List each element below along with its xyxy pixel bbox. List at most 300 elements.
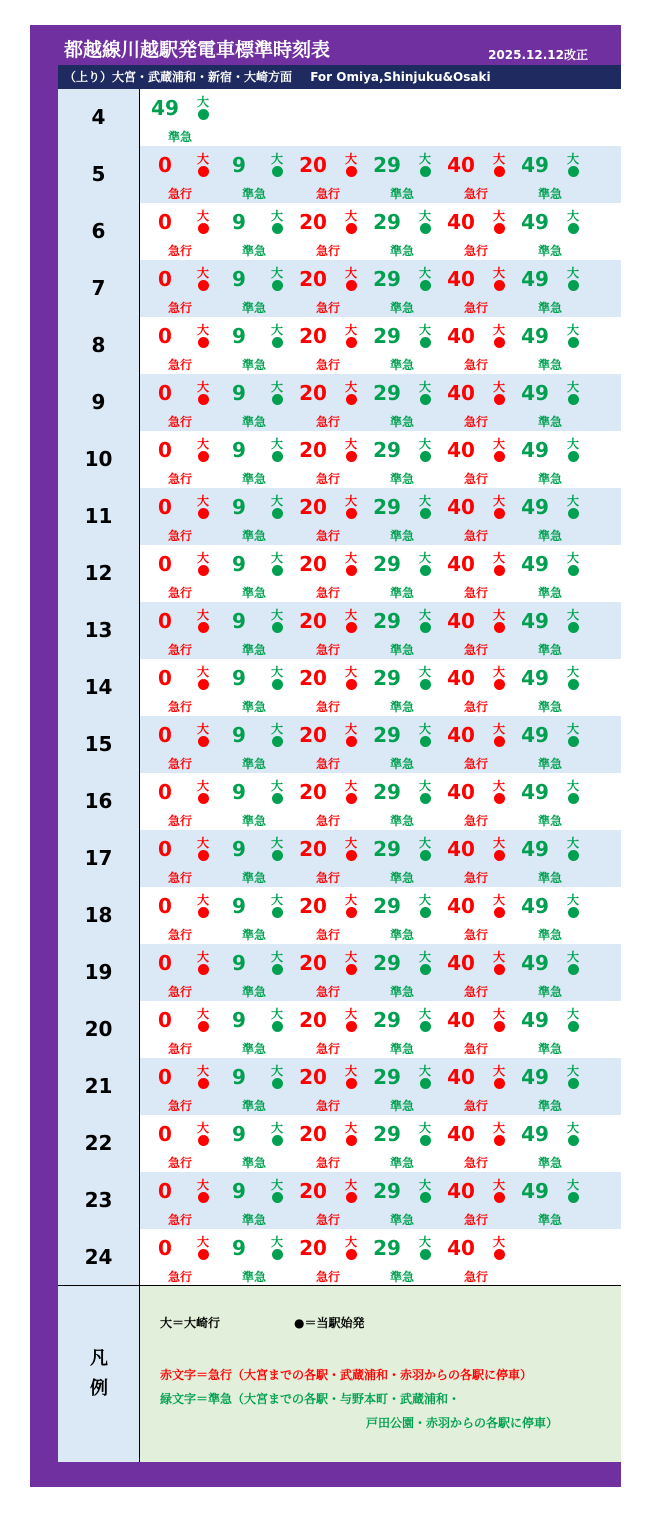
departure-minute: 40 — [447, 495, 475, 519]
train-entry — [224, 1115, 298, 1172]
origin-dot-icon — [420, 1192, 431, 1203]
train-type: 準急 — [538, 415, 563, 429]
destination-mark: 大 — [345, 494, 358, 508]
departure-minute: 29 — [373, 1236, 401, 1260]
train-type: 急行 — [316, 1156, 341, 1170]
train-entry — [150, 431, 224, 488]
destination-mark: 大 — [345, 551, 358, 565]
train-entry — [224, 659, 298, 716]
train-type: 準急 — [538, 1099, 563, 1113]
departure-minute: 20 — [299, 1122, 327, 1146]
train-type: 準急 — [242, 415, 267, 429]
origin-dot-icon — [568, 394, 579, 405]
train-entry — [372, 1172, 446, 1229]
departure-minute: 9 — [232, 381, 246, 405]
timetable-row — [58, 1058, 621, 1115]
train-type: 急行 — [168, 757, 193, 771]
train-entry — [150, 260, 224, 317]
legend-label — [58, 1286, 140, 1462]
origin-dot-icon — [494, 907, 505, 918]
departure-minute: 20 — [299, 552, 327, 576]
origin-dot-icon — [494, 1021, 505, 1032]
origin-dot-icon — [568, 964, 579, 975]
departure-minute: 9 — [232, 1179, 246, 1203]
departure-minute: 49 — [151, 96, 179, 120]
origin-dot-icon — [272, 394, 283, 405]
train-entry — [372, 1058, 446, 1115]
train-entry — [446, 1229, 520, 1286]
departure-minute: 40 — [447, 1008, 475, 1032]
origin-dot-icon — [420, 166, 431, 177]
train-entry — [224, 431, 298, 488]
departure-minute: 0 — [158, 210, 172, 234]
train-entry — [224, 545, 298, 602]
train-type: 準急 — [390, 1270, 415, 1284]
origin-dot-icon — [272, 1249, 283, 1260]
departure-minute: 40 — [447, 381, 475, 405]
departure-minute: 9 — [232, 951, 246, 975]
destination-mark: 大 — [197, 779, 210, 793]
origin-dot-icon — [420, 394, 431, 405]
train-entry — [446, 602, 520, 659]
train-type: 急行 — [464, 1213, 489, 1227]
origin-dot-icon — [272, 337, 283, 348]
departure-minute: 20 — [299, 723, 327, 747]
departure-minute: 0 — [158, 552, 172, 576]
train-type: 準急 — [538, 814, 563, 828]
departure-minute: 49 — [521, 153, 549, 177]
train-type: 急行 — [464, 1156, 489, 1170]
departure-minute: 0 — [158, 1065, 172, 1089]
origin-dot-icon — [420, 1135, 431, 1146]
hour-cell: 12 — [58, 545, 140, 602]
destination-mark: 大 — [197, 380, 210, 394]
hour-cell: 11 — [58, 488, 140, 545]
timetable-row — [58, 203, 621, 260]
destination-mark: 大 — [419, 665, 432, 679]
train-entry — [520, 944, 594, 1001]
train-type: 急行 — [168, 301, 193, 315]
origin-dot-icon — [272, 166, 283, 177]
train-type: 急行 — [316, 1099, 341, 1113]
origin-dot-icon — [272, 1078, 283, 1089]
departure-minute: 40 — [447, 210, 475, 234]
origin-dot-icon — [346, 793, 357, 804]
train-entry — [298, 374, 372, 431]
train-entry — [446, 431, 520, 488]
departure-minute: 49 — [521, 1065, 549, 1089]
origin-dot-icon — [346, 508, 357, 519]
train-entry — [446, 146, 520, 203]
destination-mark: 大 — [493, 494, 506, 508]
page-title: 都越線川越駅発電車標準時刻表 — [64, 39, 331, 61]
hour-cell: 15 — [58, 716, 140, 773]
train-type: 準急 — [242, 700, 267, 714]
departure-minute: 40 — [447, 1065, 475, 1089]
departure-minute: 9 — [232, 609, 246, 633]
train-type: 準急 — [538, 1042, 563, 1056]
destination-mark: 大 — [271, 437, 284, 451]
destination-mark: 大 — [567, 1064, 580, 1078]
destination-mark: 大 — [271, 836, 284, 850]
train-entry — [520, 374, 594, 431]
timetable-row — [58, 1115, 621, 1172]
train-entry — [150, 830, 224, 887]
departure-minute: 40 — [447, 153, 475, 177]
train-entry — [372, 830, 446, 887]
timetable-row — [58, 887, 621, 944]
origin-dot-icon — [272, 907, 283, 918]
train-type: 準急 — [242, 244, 267, 258]
train-entry — [520, 602, 594, 659]
origin-dot-icon — [568, 508, 579, 519]
train-entry — [372, 545, 446, 602]
origin-dot-icon — [420, 679, 431, 690]
departure-minute: 20 — [299, 1236, 327, 1260]
train-entry — [372, 659, 446, 716]
departure-minute: 0 — [158, 267, 172, 291]
destination-mark: 大 — [345, 665, 358, 679]
origin-dot-icon — [568, 337, 579, 348]
destination-mark: 大 — [271, 152, 284, 166]
origin-dot-icon — [272, 1192, 283, 1203]
departure-minute: 20 — [299, 609, 327, 633]
destination-mark: 大 — [345, 1007, 358, 1021]
departure-minute: 49 — [521, 267, 549, 291]
train-type: 準急 — [538, 871, 563, 885]
departure-minute: 29 — [373, 609, 401, 633]
destination-mark: 大 — [419, 779, 432, 793]
train-type: 準急 — [242, 1270, 267, 1284]
origin-dot-icon — [494, 1249, 505, 1260]
legend-label-bottom: 例 — [90, 1378, 108, 1399]
train-type: 準急 — [390, 1213, 415, 1227]
departure-minute: 49 — [521, 1179, 549, 1203]
destination-mark: 大 — [345, 1064, 358, 1078]
train-type: 準急 — [242, 1099, 267, 1113]
hour-cell: 19 — [58, 944, 140, 1001]
train-entry — [150, 545, 224, 602]
train-type: 準急 — [538, 985, 563, 999]
train-entry — [446, 659, 520, 716]
departure-minute: 40 — [447, 267, 475, 291]
departure-minute: 49 — [521, 666, 549, 690]
destination-mark: 大 — [493, 323, 506, 337]
origin-dot-icon — [198, 223, 209, 234]
destination-mark: 大 — [419, 1121, 432, 1135]
train-entry — [446, 887, 520, 944]
origin-dot-icon — [198, 679, 209, 690]
train-entry — [224, 1229, 298, 1286]
destination-mark: 大 — [419, 1007, 432, 1021]
destination-mark: 大 — [197, 209, 210, 223]
destination-mark: 大 — [197, 950, 210, 964]
train-type: 急行 — [316, 700, 341, 714]
departure-minute: 40 — [447, 837, 475, 861]
train-entry — [150, 602, 224, 659]
train-entry — [224, 716, 298, 773]
departure-minute: 20 — [299, 267, 327, 291]
destination-mark: 大 — [345, 1178, 358, 1192]
destination-mark: 大 — [419, 551, 432, 565]
departure-minute: 40 — [447, 552, 475, 576]
train-type: 準急 — [538, 358, 563, 372]
destination-mark: 大 — [271, 779, 284, 793]
hour-cell: 5 — [58, 146, 140, 203]
departure-minute: 9 — [232, 1008, 246, 1032]
origin-dot-icon — [198, 280, 209, 291]
destination-mark: 大 — [345, 323, 358, 337]
train-type: 急行 — [168, 415, 193, 429]
train-type: 準急 — [242, 1042, 267, 1056]
destination-mark: 大 — [493, 551, 506, 565]
train-type: 準急 — [242, 814, 267, 828]
departure-minute: 29 — [373, 1122, 401, 1146]
origin-dot-icon — [272, 451, 283, 462]
origin-dot-icon — [420, 565, 431, 576]
origin-dot-icon — [494, 166, 505, 177]
origin-dot-icon — [346, 964, 357, 975]
train-type: 準急 — [390, 643, 415, 657]
departure-minute: 20 — [299, 495, 327, 519]
train-type: 準急 — [538, 586, 563, 600]
train-entry — [224, 830, 298, 887]
train-type: 急行 — [316, 1213, 341, 1227]
train-entry — [298, 431, 372, 488]
train-entry — [446, 260, 520, 317]
train-entry — [150, 773, 224, 830]
train-type: 急行 — [168, 1270, 193, 1284]
train-type: 急行 — [168, 586, 193, 600]
direction-label: （上り）大宮・武蔵浦和・新宿・大崎方面 — [64, 70, 293, 84]
train-entry — [372, 773, 446, 830]
timetable-frame — [30, 25, 621, 1487]
train-type: 準急 — [242, 301, 267, 315]
destination-mark: 大 — [197, 437, 210, 451]
train-type: 急行 — [464, 757, 489, 771]
destination-mark: 大 — [345, 779, 358, 793]
train-entry — [446, 716, 520, 773]
origin-dot-icon — [346, 394, 357, 405]
train-type: 急行 — [316, 643, 341, 657]
destination-mark: 大 — [271, 1178, 284, 1192]
departure-minute: 0 — [158, 723, 172, 747]
origin-dot-icon — [198, 850, 209, 861]
origin-dot-icon — [272, 1135, 283, 1146]
hour-cell: 20 — [58, 1001, 140, 1058]
origin-dot-icon — [494, 1078, 505, 1089]
origin-dot-icon — [198, 109, 209, 120]
destination-mark: 大 — [345, 437, 358, 451]
departure-minute: 20 — [299, 894, 327, 918]
train-type: 急行 — [316, 814, 341, 828]
train-entry — [372, 716, 446, 773]
origin-dot-icon — [420, 793, 431, 804]
destination-mark: 大 — [197, 722, 210, 736]
origin-dot-icon — [420, 451, 431, 462]
train-type: 準急 — [390, 187, 415, 201]
train-entry — [150, 1229, 224, 1286]
train-type: 急行 — [316, 472, 341, 486]
origin-dot-icon — [568, 280, 579, 291]
origin-dot-icon — [568, 565, 579, 576]
hour-cell: 6 — [58, 203, 140, 260]
departure-minute: 49 — [521, 324, 549, 348]
train-entry — [520, 431, 594, 488]
departure-minute: 0 — [158, 1236, 172, 1260]
train-type: 急行 — [464, 301, 489, 315]
destination-mark: 大 — [493, 1235, 506, 1249]
train-type: 準急 — [242, 1213, 267, 1227]
train-entry — [520, 1001, 594, 1058]
train-entry — [224, 887, 298, 944]
train-type: 準急 — [242, 1156, 267, 1170]
train-type: 準急 — [390, 1042, 415, 1056]
timetable-row — [58, 716, 621, 773]
train-type: 準急 — [242, 358, 267, 372]
train-entry — [298, 1001, 372, 1058]
train-type: 急行 — [168, 1156, 193, 1170]
train-entry — [298, 203, 372, 260]
departure-minute: 40 — [447, 666, 475, 690]
destination-mark: 大 — [493, 722, 506, 736]
destination-mark: 大 — [197, 1235, 210, 1249]
legend-semi-express-note: 緑文字＝準急（大宮までの各駅・与野本町・武蔵浦和・ — [160, 1392, 461, 1406]
train-type: 準急 — [242, 757, 267, 771]
departure-minute: 0 — [158, 495, 172, 519]
legend-label-top: 凡 — [90, 1348, 108, 1369]
origin-dot-icon — [494, 565, 505, 576]
origin-dot-icon — [198, 736, 209, 747]
departure-minute: 0 — [158, 153, 172, 177]
timetable-row — [58, 1229, 621, 1286]
departure-minute: 9 — [232, 1122, 246, 1146]
origin-dot-icon — [568, 736, 579, 747]
train-type: 準急 — [390, 871, 415, 885]
train-entry — [520, 773, 594, 830]
train-entry — [224, 260, 298, 317]
origin-dot-icon — [272, 622, 283, 633]
timetable-row — [58, 1172, 621, 1229]
train-type: 準急 — [390, 1099, 415, 1113]
legend-destination-note: 大＝大崎行 — [160, 1316, 221, 1330]
origin-dot-icon — [494, 451, 505, 462]
origin-dot-icon — [346, 1078, 357, 1089]
train-type: 準急 — [390, 586, 415, 600]
departure-minute: 40 — [447, 1179, 475, 1203]
train-type: 急行 — [168, 472, 193, 486]
departure-minute: 9 — [232, 723, 246, 747]
destination-mark: 大 — [567, 893, 580, 907]
train-entry — [224, 1058, 298, 1115]
destination-mark: 大 — [197, 95, 210, 109]
origin-dot-icon — [420, 964, 431, 975]
train-entry — [150, 317, 224, 374]
train-entry — [446, 545, 520, 602]
origin-dot-icon — [346, 280, 357, 291]
origin-dot-icon — [346, 166, 357, 177]
hour-cell: 7 — [58, 260, 140, 317]
departure-minute: 29 — [373, 381, 401, 405]
timetable-row — [58, 146, 621, 203]
legend-origin-note: ●＝当駅始発 — [294, 1316, 365, 1330]
departure-minute: 9 — [232, 780, 246, 804]
destination-mark: 大 — [567, 950, 580, 964]
destination-mark: 大 — [493, 950, 506, 964]
departure-minute: 9 — [232, 495, 246, 519]
destination-mark: 大 — [567, 152, 580, 166]
origin-dot-icon — [568, 850, 579, 861]
train-type: 急行 — [464, 928, 489, 942]
destination-mark: 大 — [493, 1121, 506, 1135]
origin-dot-icon — [568, 223, 579, 234]
train-entry — [298, 830, 372, 887]
train-entry — [298, 317, 372, 374]
departure-minute: 29 — [373, 210, 401, 234]
hour-cell: 17 — [58, 830, 140, 887]
destination-mark: 大 — [567, 608, 580, 622]
origin-dot-icon — [568, 1078, 579, 1089]
train-entry — [298, 773, 372, 830]
origin-dot-icon — [346, 337, 357, 348]
train-entry — [520, 260, 594, 317]
departure-minute: 40 — [447, 1236, 475, 1260]
timetable-row — [58, 431, 621, 488]
destination-mark: 大 — [419, 1235, 432, 1249]
train-entry — [298, 1172, 372, 1229]
origin-dot-icon — [198, 1192, 209, 1203]
train-type: 急行 — [464, 643, 489, 657]
train-entry — [520, 1172, 594, 1229]
departure-minute: 9 — [232, 324, 246, 348]
destination-mark: 大 — [197, 266, 210, 280]
timetable-row — [58, 488, 621, 545]
train-entry — [224, 944, 298, 1001]
destination-mark: 大 — [197, 1064, 210, 1078]
departure-minute: 49 — [521, 552, 549, 576]
train-type: 準急 — [390, 814, 415, 828]
departure-minute: 9 — [232, 210, 246, 234]
origin-dot-icon — [346, 736, 357, 747]
destination-mark: 大 — [419, 836, 432, 850]
train-entry — [150, 488, 224, 545]
destination-mark: 大 — [197, 1178, 210, 1192]
destination-mark: 大 — [271, 209, 284, 223]
train-type: 準急 — [538, 301, 563, 315]
destination-mark: 大 — [197, 152, 210, 166]
destination-mark: 大 — [493, 209, 506, 223]
departure-minute: 0 — [158, 438, 172, 462]
departure-minute: 29 — [373, 1065, 401, 1089]
timetable-row — [58, 1001, 621, 1058]
train-type: 急行 — [168, 1099, 193, 1113]
train-type: 準急 — [538, 1213, 563, 1227]
hour-cell: 9 — [58, 374, 140, 431]
timetable-row — [58, 317, 621, 374]
train-entry — [372, 260, 446, 317]
train-type: 準急 — [242, 472, 267, 486]
origin-dot-icon — [494, 622, 505, 633]
departure-minute: 49 — [521, 951, 549, 975]
destination-mark: 大 — [493, 152, 506, 166]
destination-mark: 大 — [197, 893, 210, 907]
origin-dot-icon — [346, 1021, 357, 1032]
destination-mark: 大 — [271, 1007, 284, 1021]
origin-dot-icon — [420, 508, 431, 519]
train-entry — [520, 146, 594, 203]
train-type: 準急 — [390, 529, 415, 543]
origin-dot-icon — [272, 565, 283, 576]
